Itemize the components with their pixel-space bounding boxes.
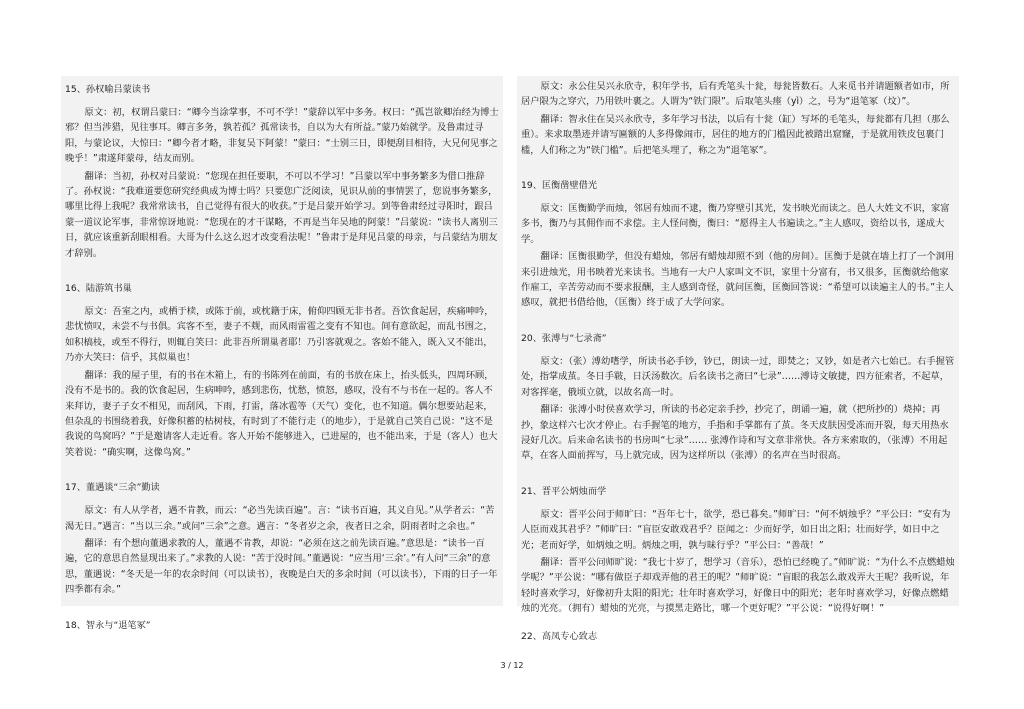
story-section bbox=[61, 620, 503, 632]
right-column bbox=[517, 76, 959, 642]
story-section bbox=[517, 486, 959, 617]
original-text-paragraph: 原文：初，权谓吕蒙曰：“卿今当涂掌事，不可不学！”蒙辞以军中多务。权曰：“孤岂欲卿治经为博士邪？但当涉猎，见往事耳。卿言多务，孰若孤？孤常读书，自以为大有所益。”蒙乃始就学。及鲁肃过寻阳，与蒙论议，大惊曰：“卿今者才略，非复吴下阿蒙！”蒙曰：“士别三日，即便刮目相待，大兄何见事之晚乎！”肃遂拜蒙母，结友而别。 bbox=[65, 107, 499, 165]
original-text-paragraph: 原文：永公住吴兴永欣寺，积年学书，后有秃笔头十瓮，每瓮皆数石。人来觅书并请题额者如市，所居户限为之穿穴，乃用铁叶裹之。人谓为“铁门限”。后取笔头瘗（yì）之，号为“退笔冢（坟）”。 bbox=[521, 81, 950, 108]
translation-paragraph: 翻译：当初，孙权对吕蒙说：“您现在担任要职，不可以不学习！”吕蒙以军中事务繁多为借口推辞了。孙权说：“我难道要您研究经典成为博士吗？只要您广泛阅读，见识从前的事情罢了，您说事务繁多，哪里比得上我呢？我常常读书，自己觉得有很大的收获。”于是吕蒙开始学习。到等鲁肃经过寻阳时，跟吕蒙一道议论军事，非常惊讶地说：“您现在的才干谋略，不再是当年吴地的阿蒙！”吕蒙说：“读书人离别三日，就应该重新刮眼相看。大哥为什么这么迟才改变看法呢！”鲁肃于是拜见吕蒙的母亲，与吕蒙结为朋友才辞别。 bbox=[65, 170, 498, 259]
page-number: 3 / 12 bbox=[500, 661, 524, 670]
translation-paragraph: 翻译：匡衡很勤学，但没有蜡烛，邻居有蜡烛却照不到（他的房间）。匡衡于是就在墙上打了一个洞用来引进烛光，用书映着光来读书。当地有一大户人家叫文不识，家里十分富有，书又很多，匡衡就给他家作雇工，辛苦劳动而不要求报酬，主人感到奇怪，就问匡衡，匡衡回答说：“希望可以读遍主人的书。”主人感叹，就把书借给他，（匡衡）终于成了大学问家。 bbox=[521, 251, 955, 309]
story-title: 20、张溥与“七录斋” bbox=[521, 332, 607, 344]
translation-paragraph: 翻译：智永住在吴兴永欣寺，多年学习书法，以后有十瓮（缸）写坏的毛笔头，每瓮都有几担（那么重）。来求取墨迹并请写匾额的人多得像闹市，居住的地方的门槛因此被踏出窟窿，于是就用铁皮包裹门槛，人们称之为“铁门槛”。后把笔头埋了，称之为“退笔冢”。 bbox=[521, 113, 950, 156]
story-section bbox=[517, 180, 959, 311]
story-section bbox=[517, 79, 959, 158]
story-section bbox=[61, 482, 503, 597]
story-title: 22、高凤专心致志 bbox=[521, 630, 598, 642]
translation-paragraph: 翻译：有个想向董遇求教的人，董遇不肯教，却说：“必须在这之前先读百遍。”意思是：“读书一百遍，它的意思自然显现出来了。”求教的人说：“苦于没时间。”董遇说：“应当用‘三余’。”有人问“三余”的意思，董遇说：“冬天是一年的农余时间（可以读书），夜晚是白天的多余时间（可以读书），下雨的日子一年四季都有余。” bbox=[65, 537, 498, 596]
original-text-paragraph: 原文：匡衡勤学而烛，邻居有烛而不逮，衡乃穿壁引其光，发书映光而读之。邑人大姓文不识，家富多书，衡乃与其佣作而不求偿。主人怪问衡，衡曰：“愿得主人书遍读之。”主人感叹，资给以书，遂成大学。 bbox=[521, 203, 950, 245]
original-text-paragraph: 原文：有人从学者，遇不肯教，而云：“必当先读百遍”。言：“读书百遍，其义自见。”从学者云：“苦渴无日。”遇言：“当以三余。”或问“三余”之意。遇言：“冬者岁之余，夜者日之余，阴雨者时之余也。” bbox=[65, 505, 495, 532]
story-title: 21、晋平公炳烛而学 bbox=[521, 485, 607, 497]
story-section bbox=[61, 283, 503, 460]
translation-paragraph: 翻译：我的屋子里，有的书在木箱上，有的书陈列在前面，有的书放在床上，抬头低头，四周环顾，没有不是书的。我的饮食起居，生病呻吟，感到悲伤，忧愁，愤怒，感叹，没有不与书在一起的。客人不来拜访，妻子子女不相见，而刮风，下雨，打雷，落冰雹等（天气）变化，也不知道。偶尔想要站起来，但杂乱的书围绕着我，好像积蓄的枯树枝，有时到了不能行走（的地步），于是就自己笑自己说：“这不是我说的鸟窝吗？”于是邀请客人走近看。客人开始不能够进入，已进屋的，也不能出来，于是（客人）也大笑着说：“确实啊，这像鸟窝。” bbox=[65, 369, 498, 458]
original-text-paragraph: 原文：晋平公问于师旷曰：“吾年七十，欲学，恐已暮矣。”师旷曰：“何不炳烛乎？”平公曰：“安有为人臣而戏其君乎？”师旷曰：“盲臣安敢戏君乎？臣闻之：少而好学，如日出之阳；壮而好学，如日中之光；老而好学，如炳烛之明。炳烛之明，孰与昧行乎？”平公曰：“善哉！” bbox=[521, 508, 951, 551]
story-title: 19、匡衡凿壁借光 bbox=[521, 180, 598, 192]
original-text-paragraph: 原文：（张）溥幼嗜学，所读书必手钞，钞已，朗读一过，即焚之；又钞，如是者六七始已。右手握管处，指掌成茧。冬日手皲，日沃汤数次。后名读书之斋曰“七录”……溥诗文敏捷，四方征索者，不起草，对客挥毫，俄顷立就，以故名高一时。 bbox=[521, 355, 955, 398]
story-section bbox=[61, 84, 503, 261]
story-section bbox=[517, 631, 959, 643]
story-section bbox=[517, 333, 959, 464]
left-column bbox=[61, 76, 503, 631]
story-title: 17、董遇谈“三余”勤读 bbox=[65, 482, 160, 494]
story-title: 18、智永与“退笔冢” bbox=[65, 619, 151, 631]
story-title: 15、孙权喻吕蒙读书 bbox=[65, 84, 151, 95]
original-text-paragraph: 原文：吾室之内，或栖于椟，或陈于前，或枕籍于床，俯仰四顾无非书者。吾饮食起居，疾痛呻吟，悲忧愤叹，未尝不与书俱。宾客不至，妻子不觌，而风雨雷雹之变有不知也。间有意欲起，而乱书围之，如积槁枝，或至不得行，则辄自笑曰：此非吾所谓巢者耶！乃引客就观之。客始不能入，既入又不能出，乃亦大笑曰：信乎，其似巢也！ bbox=[65, 306, 494, 364]
story-title: 16、陆游筑书巢 bbox=[65, 283, 132, 295]
translation-paragraph: 翻译：晋平公问师旷说：“我七十岁了，想学习（音乐），恐怕已经晚了。”师旷说：“为什么不点燃蜡烛学呢？”平公说：“哪有做臣子却戏弄他的君王的呢？”师旷说：“盲眼的我怎么敢戏弄大王呢？我听说，年轻时喜欢学习，好像初升太阳的阳光；壮年时喜欢学习，好像日中的阳光；老年时喜欢学习，好像点燃蜡烛的光亮。（拥有）蜡烛的光亮，与摸黑走路比，哪一个更好呢？”平公说：“说得好啊！” bbox=[521, 556, 955, 615]
translation-paragraph: 翻译：张溥小时侯喜欢学习，所读的书必定亲手抄，抄完了，朗诵一遍，就（把所抄的）烧掉；再抄，象这样六七次才停止。右手握笔的地方，手指和手掌都有了茧。冬天皮肤因受冻而开裂，每天用热水浸好几次。后来命名读书的书房叫“七录”…… 张溥作诗和写文章非常快。各方来索取的，（张溥）不用起草，在客人面前挥写，马上就完成，因为这样所以（张溥）的名声在当时很高。 bbox=[521, 404, 949, 462]
